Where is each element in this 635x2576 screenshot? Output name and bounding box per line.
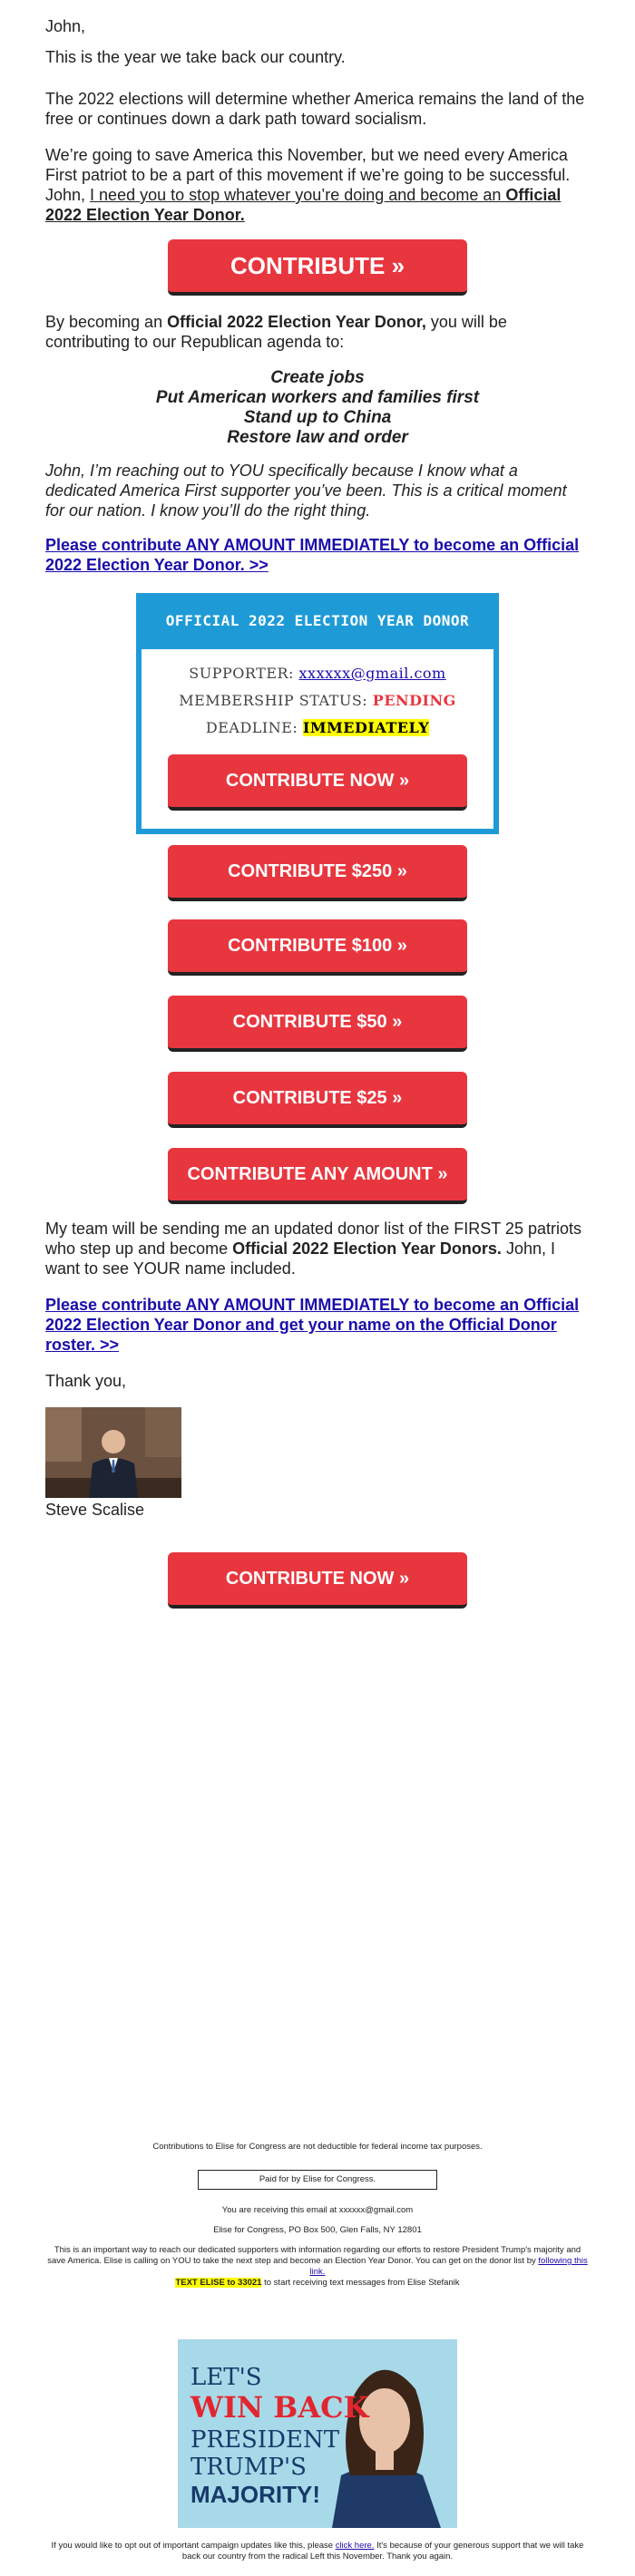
important-note-text: This is an important way to reach our dedicated supporters with information regarding our efforts to restore President Trump's majority and save America. Elise is calling on YOU to take the next step and become an Election Year Donor. You can get on the donor list by (47, 2245, 581, 2266)
agenda-item: Stand up to China (243, 408, 392, 427)
ad-line-3 (190, 2426, 339, 2481)
paragraph-6-a: My team will be sending me an updated donor list of the FIRST 25 patriots who step up and become (45, 1220, 581, 1258)
tax-disclaimer: Contributions to Elise for Congress are not deductible for federal income tax purposes. (152, 2142, 483, 2152)
paragraph-1-text: This is the year we take back our country. (45, 48, 346, 66)
contribute-any-amount-button[interactable]: CONTRIBUTE ANY AMOUNT » (168, 1148, 467, 1204)
text-signup-rest: to start receiving text messages from Elise Stefanik (261, 2278, 460, 2288)
opt-out-text-a: If you would like to opt out of important campaign updates like this, please (51, 2541, 336, 2551)
paragraph-6 (45, 1219, 590, 1278)
contribute-link-1[interactable] (45, 535, 590, 575)
paragraph-3-text (45, 145, 590, 225)
paragraph-4-bold: Official 2022 Election Year Donor, (167, 313, 426, 331)
contribute-link-2[interactable] (45, 1295, 590, 1355)
signer-photo-illustration (45, 1407, 181, 1498)
contribute-100-button[interactable]: CONTRIBUTE $100 » (168, 919, 467, 976)
greeting-text: John, (45, 17, 86, 35)
paragraph-4-c: you will be contributing to our Republican agenda to: (45, 313, 507, 351)
status-line (142, 687, 493, 714)
paragraph-4-a: By becoming an (45, 313, 168, 331)
paragraph-2 (45, 89, 590, 129)
paragraph-1 (45, 47, 590, 67)
ad-line-1: LET'S (190, 2364, 262, 2391)
ad-line-2: WIN BACK (190, 2390, 369, 2425)
paragraph-6-text (45, 1219, 590, 1278)
contribute-link-2-text[interactable]: Please contribute ANY AMOUNT IMMEDIATELY to become an Official 2022 Election Year Donor and get your name on the Official Donor roster. >> (45, 1296, 580, 1354)
signoff (45, 1371, 590, 1391)
receiving-note: You are receiving this email at xxxxxx@gmail.com (221, 2205, 414, 2215)
status-label: MEMBERSHIP STATUS: (179, 692, 368, 709)
agenda-list (45, 368, 590, 448)
donor-box-title: OFFICIAL 2022 ELECTION YEAR DONOR (142, 598, 493, 649)
ad-line-3b: TRUMP'S (190, 2454, 307, 2481)
deadline-line (142, 714, 493, 742)
deadline-value: IMMEDIATELY (302, 719, 430, 736)
campaign-ad-banner[interactable] (178, 2339, 457, 2528)
contribute-now-bottom-button[interactable]: CONTRIBUTE NOW » (168, 1552, 467, 1609)
important-note (45, 2245, 590, 2278)
supporter-line (142, 660, 493, 687)
signer-name (45, 1500, 590, 1520)
contribute-50-button[interactable]: CONTRIBUTE $50 » (168, 996, 467, 1052)
ad-line-3a: PRESIDENT (190, 2426, 340, 2454)
contribute-now-box-button[interactable]: CONTRIBUTE NOW » (168, 754, 467, 811)
paid-by-box: Paid for by Elise for Congress. (198, 2170, 437, 2190)
paragraph-3-underlined: I need you to stop whatever you’re doing and become an (90, 186, 506, 204)
paragraph-6-c: John, I want to see YOUR name included. (45, 1239, 555, 1278)
paragraph-3 (45, 145, 590, 225)
contribute-main-button[interactable]: CONTRIBUTE » (168, 239, 467, 296)
paragraph-5 (45, 461, 590, 520)
signoff-text: Thank you, (45, 1372, 127, 1390)
signer-name-text: Steve Scalise (45, 1501, 145, 1519)
signer-photo (45, 1407, 181, 1498)
paragraph-3-a: We’re going to save America this November, but we need every America First patriot to be a part of this movement if we’re going to be successful. John, (45, 146, 571, 204)
paragraph-6-bold: Official 2022 Election Year Donors. (232, 1239, 502, 1258)
greeting (45, 16, 590, 36)
agenda-item: Create jobs (270, 368, 365, 387)
contribute-25-button[interactable]: CONTRIBUTE $25 » (168, 1072, 467, 1128)
paragraph-4-text (45, 312, 590, 352)
donor-list-link[interactable]: following this link. (309, 2256, 588, 2277)
agenda-item: Restore law and order (227, 428, 408, 447)
contribute-250-button[interactable]: CONTRIBUTE $250 » (168, 845, 467, 901)
contribute-link-1-text[interactable]: Please contribute ANY AMOUNT IMMEDIATELY to become an Official 2022 Election Year Donor. >> (45, 536, 580, 574)
opt-out-link[interactable]: click here. (335, 2541, 375, 2551)
paragraph-5-text: John, I’m reaching out to YOU specifically because I know what a dedicated America First supporter you’ve been. This is a critical moment for our nation. I know you’ll do the right thing. (45, 462, 567, 520)
opt-out-note (45, 2541, 590, 2562)
agenda-item: Put American workers and families first (155, 388, 480, 407)
supporter-label: SUPPORTER: (189, 665, 294, 682)
paragraph-3-bold: Official 2022 Election Year Donor. (45, 186, 562, 224)
opt-out-text-b: It's because of your generous support that we will take back our country from the radical Left this November. Thank you again. (181, 2541, 584, 2561)
status-value: PENDING (372, 692, 456, 709)
supporter-email-link[interactable]: xxxxxx@gmail.com (298, 665, 446, 682)
ad-line-4: MAJORITY! (190, 2481, 320, 2508)
deadline-label: DEADLINE: (205, 719, 298, 736)
text-signup (45, 2278, 590, 2289)
paragraph-2-text: The 2022 elections will determine whether America remains the land of the free or continues down a dark path toward socialism. (45, 90, 585, 128)
paragraph-4 (45, 312, 590, 352)
text-signup-keyword: TEXT ELISE to 33021 (175, 2278, 262, 2288)
mailing-address: Elise for Congress, PO Box 500, Glen Falls, NY 12801 (213, 2225, 422, 2235)
